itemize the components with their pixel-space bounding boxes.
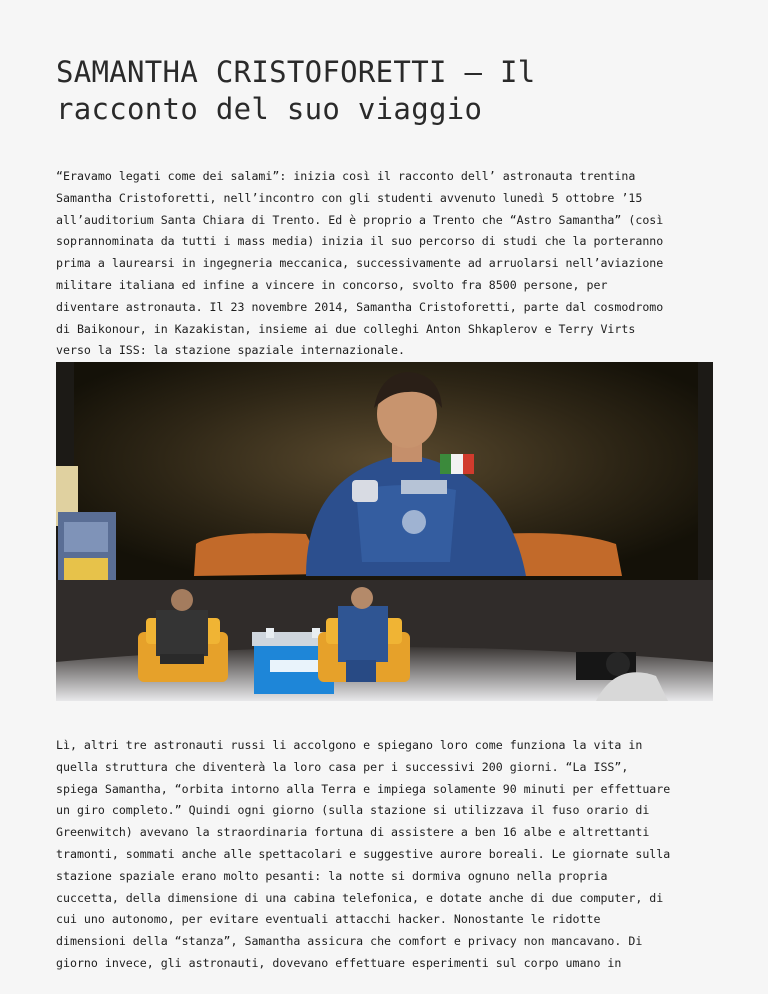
paragraph-line: verso la ISS: la stazione spaziale internazionale.	[56, 343, 406, 358]
paragraph-line: di Baikonour, in Kazakistan, insieme ai due colleghi Anton Shkaplerov e Terry Virts	[56, 321, 636, 336]
paragraph-line: giorno invece, gli astronauti, dovevano effettuare esperimenti sul corpo umano in	[56, 955, 622, 970]
paragraph-line: quella struttura che diventerà la loro casa per i successivi 200 giorni. “La ISS”,	[56, 759, 629, 774]
paragraph-line: spiega Samantha, “orbita intorno alla Terra e impiega solamente 90 minuti per effettuare	[56, 781, 671, 796]
paragraph-line: all’auditorium Santa Chiara di Trento. Ed è proprio a Trento che “Astro Samantha” (così	[56, 212, 664, 227]
event-photo	[56, 362, 713, 701]
paragraph-line: Samantha Cristoforetti, nell’incontro con gli studenti avvenuto lunedì 5 ottobre ’15	[56, 190, 643, 205]
paragraph-line: “Eravamo legati come dei salami”: inizia così il racconto dell’ astronauta trentina	[56, 169, 636, 183]
paragraph-line: prima a laurearsi in ingegneria meccanica, successivamente ad arruolarsi nell’aviazione	[56, 256, 664, 271]
paragraph-line: Greenwitch) avevano la straordinaria fortuna di assistere a ben 16 albe e altrettanti	[56, 825, 650, 840]
article-title-line-2: racconto del suo viaggio	[56, 92, 483, 126]
paragraph-line: soprannominata da tutti i mass media) inizia il suo percorso di studi che la porteranno	[56, 234, 664, 249]
article-title	[56, 54, 736, 128]
paragraph-line: dimensioni della “stanza”, Samantha assicura che comfort e privacy non mancavano. Di	[56, 934, 643, 949]
paragraph-line: cui uno autonomo, per evitare eventuali attacchi hacker. Nonostante le ridotte	[56, 912, 601, 927]
auditorium-stage-illustration	[56, 362, 713, 701]
paragraph-line: tramonti, sommati anche alle spettacolari e suggestive aurore boreali. Le giornate sulla	[56, 846, 671, 861]
article-paragraph-1	[56, 166, 716, 362]
paragraph-line: stazione spaziale erano molto pesanti: la notte si dormiva ognuno nella propria	[56, 868, 608, 883]
paragraph-line: diventare astronauta. Il 23 novembre 2014, Samantha Cristoforetti, parte dal cosmodromo	[56, 299, 664, 314]
paragraph-line: militare italiana ed infine a vincere in concorso, svolto fra 8500 persone, per	[56, 277, 608, 292]
paragraph-line: cuccetta, della dimensione di una cabina telefonica, e dotate anche di due computer, di	[56, 890, 664, 905]
paragraph-line: Lì, altri tre astronauti russi li accolgono e spiegano loro come funziona la vita in	[56, 738, 643, 752]
article-title-line-1: SAMANTHA CRISTOFORETTI – Il	[56, 55, 536, 89]
article-paragraph-2	[56, 735, 716, 975]
paragraph-line: un giro completo.” Quindi ogni giorno (sulla stazione si utilizzava il fuso orario di	[56, 803, 650, 818]
